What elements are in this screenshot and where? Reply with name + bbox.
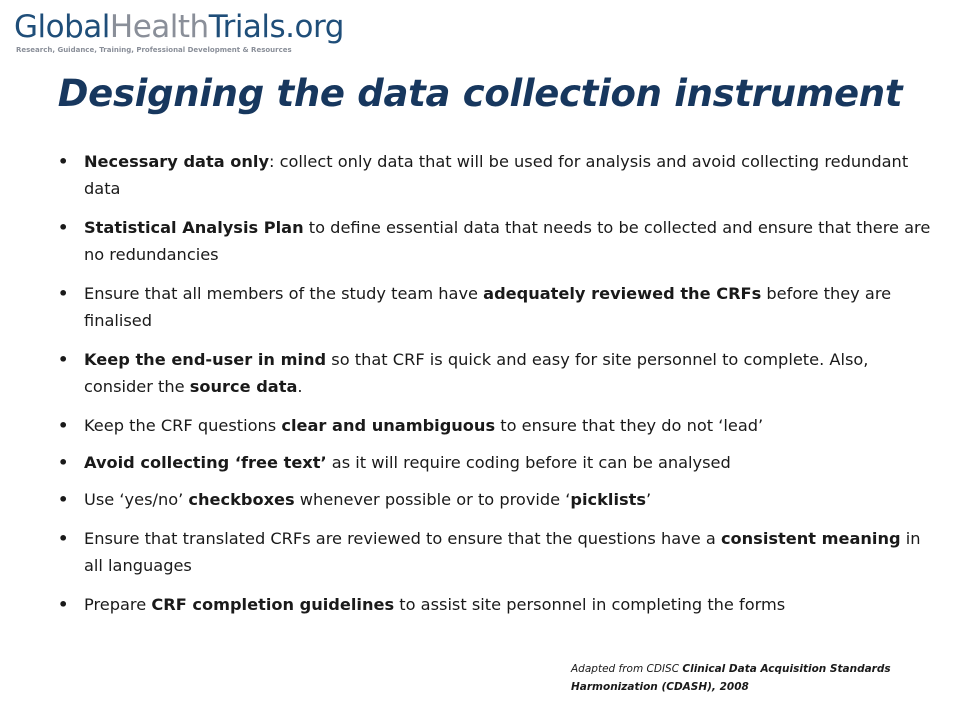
bullet-text: so that CRF is quick and easy for site personnel to complete. Also, consider the — [84, 350, 869, 396]
bullet-list — [58, 148, 938, 630]
bullet-text: Keep the CRF questions — [84, 416, 282, 435]
bullet-text: Use ‘yes/no’ — [84, 490, 189, 509]
bullet-text: as it will require coding before it can be analysed — [326, 453, 731, 472]
bullet-emphasis: clear and unambiguous — [281, 416, 496, 435]
bullet-text: in all languages — [84, 529, 921, 575]
bullet-text: to define essential data that needs to be collected and ensure that there are no redundancies — [84, 218, 931, 264]
logo-wordmark — [14, 10, 344, 44]
bullet-text: to assist site personnel in completing the forms — [394, 595, 786, 614]
bullet-item — [58, 525, 938, 579]
logo-tagline: Research, Guidance, Training, Professional Development & Resources — [16, 46, 292, 54]
site-logo — [14, 10, 344, 54]
source-prefix: Adapted from CDISC — [571, 663, 683, 675]
bullet-emphasis: source data — [189, 377, 298, 396]
bullet-emphasis: CRF completion guidelines — [151, 595, 395, 614]
bullet-emphasis: consistent meaning — [720, 529, 901, 548]
logo-word-global: Global — [14, 9, 110, 45]
logo-word-trials: Trials.org — [208, 9, 344, 45]
bullet-emphasis: Statistical Analysis Plan — [84, 218, 304, 237]
source-citation — [571, 660, 951, 696]
bullet-text: . — [297, 377, 303, 396]
bullet-text: to ensure that they do not ‘lead’ — [495, 416, 764, 435]
slide-title: Designing the data collection instrument — [57, 72, 903, 115]
source-title: Clinical Data Acquisition Standards Harmonization (CDASH), 2008 — [571, 663, 891, 693]
bullet-emphasis: picklists — [570, 490, 647, 509]
bullet-item — [58, 214, 938, 268]
bullet-item — [58, 591, 938, 618]
bullet-text: before they are finalised — [84, 284, 892, 330]
bullet-item — [58, 280, 938, 334]
bullet-item — [58, 486, 938, 513]
bullet-item — [58, 412, 938, 439]
bullet-text: : collect only data that will be used for analysis and avoid collecting redundant data — [84, 152, 909, 198]
bullet-emphasis: Necessary data only — [84, 152, 270, 171]
bullet-emphasis: checkboxes — [188, 490, 295, 509]
bullet-emphasis: Avoid collecting ‘free text’ — [84, 453, 327, 472]
bullet-text: Ensure that translated CRFs are reviewed to ensure that the questions have a — [84, 529, 721, 548]
bullet-emphasis: adequately reviewed the CRFs — [483, 284, 762, 303]
bullet-item — [58, 346, 938, 400]
bullet-item — [58, 148, 938, 202]
logo-word-health: Health — [109, 9, 209, 45]
bullet-item — [58, 449, 938, 476]
bullet-emphasis: Keep the end-user in mind — [84, 350, 327, 369]
bullet-text: Ensure that all members of the study team have — [84, 284, 484, 303]
bullet-text: ’ — [646, 490, 652, 509]
bullet-text: Prepare — [84, 595, 152, 614]
bullet-text: whenever possible or to provide ‘ — [294, 490, 571, 509]
